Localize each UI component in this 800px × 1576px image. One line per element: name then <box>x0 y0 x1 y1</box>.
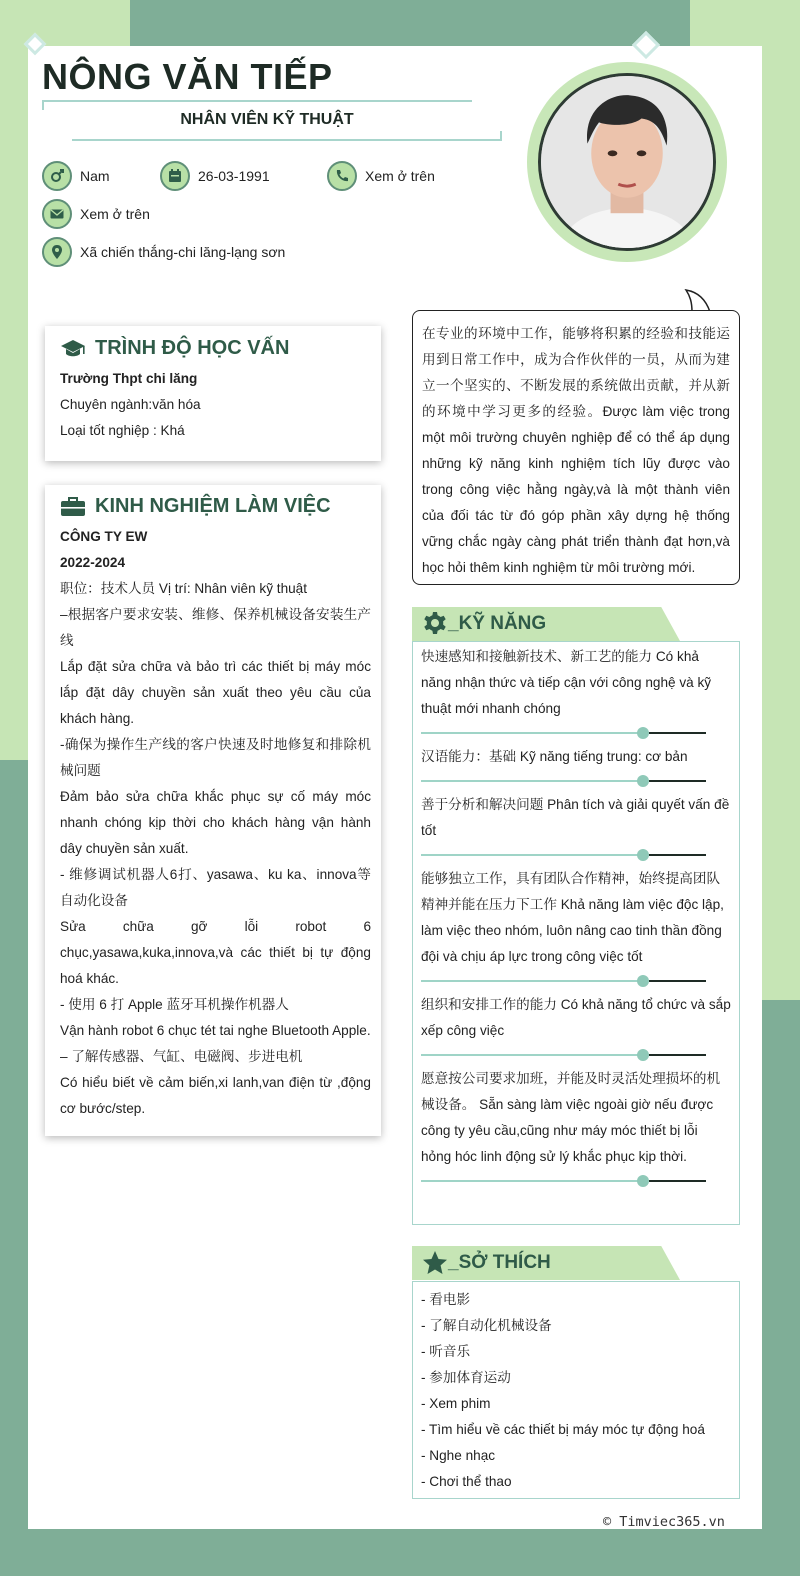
experience-line: – 了解传感器、气缸、电磁阀、步进电机 <box>60 1049 303 1064</box>
birthday-info <box>160 161 270 191</box>
background-shape-left <box>0 0 28 760</box>
education-card <box>45 326 381 461</box>
skill-item <box>413 744 739 782</box>
skill-level-dot <box>637 775 649 787</box>
briefcase-icon <box>60 496 86 518</box>
skill-level-dot <box>637 849 649 861</box>
skill-level-dot <box>637 727 649 739</box>
experience-heading-text: KINH NGHIỆM LÀM VIỆC <box>95 495 331 517</box>
skill-item <box>413 866 739 982</box>
phone-info <box>327 161 435 191</box>
skill-level-rest <box>649 854 706 856</box>
phone-value: Xem ở trên <box>365 168 435 184</box>
skill-level-fill <box>421 1180 643 1182</box>
experience-line: Sửa chữa gỡ lỗi robot 6 chục,yasawa,kuka,innova,và các thiết bị tự động hoá khác. <box>60 919 371 986</box>
email-info <box>42 199 150 229</box>
graduation-cap-icon <box>60 338 86 360</box>
career-objective <box>412 310 740 585</box>
experience-card <box>45 485 381 1136</box>
skill-level-bar <box>421 1054 706 1056</box>
skill-item <box>413 1066 739 1182</box>
location-icon <box>42 237 72 267</box>
skill-level-rest <box>649 1180 706 1182</box>
skill-level-fill <box>421 980 643 982</box>
education-heading <box>60 337 366 360</box>
company-name: CÔNG TY EW <box>60 529 148 544</box>
gender-value: Nam <box>80 168 110 184</box>
hobby-item: - Nghe nhạc <box>421 1448 496 1463</box>
skill-text: 组织和安排工作的能力 Có khả năng tổ chức và sắp xếp công việc <box>421 997 731 1038</box>
hobbies-box <box>412 1281 740 1499</box>
work-period: 2022-2024 <box>60 555 126 570</box>
experience-line: - 维修调试机器人6打、yasawa、ku ka、innova等自动化设备 <box>60 867 371 908</box>
major: Chuyên ngành:văn hóa <box>60 397 201 412</box>
skill-level-bar <box>421 1180 706 1182</box>
skill-level-dot <box>637 1175 649 1187</box>
star-icon <box>422 1250 448 1276</box>
skill-text: 愿意按公司要求加班，并能及时灵活处理损坏的机械设备。 Sẵn sàng làm việc ngoài giờ nếu được công ty yêu cầu,cũng như máy móc thiết bị lỗi hỏng hóc linh động sử lý khắc phục kịp thời. <box>421 1071 721 1164</box>
skill-level-fill <box>421 780 643 782</box>
skill-level-bar <box>421 854 706 856</box>
experience-line: -确保为操作生产线的客户快速及时地修复和排除机械问题 <box>60 737 371 778</box>
hobby-item: - Chơi thể thao <box>421 1474 512 1489</box>
skill-text: 汉语能力：基础 Kỹ năng tiếng trung: cơ bản <box>421 749 688 764</box>
footer-watermark: © Timviec365.vn <box>603 1514 725 1530</box>
skill-level-rest <box>649 980 706 982</box>
avatar <box>538 73 716 251</box>
background-shape-right <box>762 0 800 1000</box>
experience-heading <box>60 495 371 518</box>
experience-line: Lắp đặt sửa chữa và bảo trì các thiết bị máy móc lắp đặt dây chuyền sản xuất theo yêu cầu của khách hàng. <box>60 659 371 726</box>
experience-line: 职位：技术人员 Vị trí: Nhân viên kỹ thuật <box>60 581 308 596</box>
calendar-icon <box>160 161 190 191</box>
gender-icon <box>42 161 72 191</box>
phone-icon <box>327 161 357 191</box>
skill-text: 能够独立工作，具有团队合作精神，始终提高团队精神并能在压力下工作 Khả năng làm việc độc lập, làm việc theo nhóm, luôn nâng cao tinh thần đồng đội và chịu áp lực trong công việc tốt <box>421 871 724 964</box>
experience-line: Vận hành robot 6 chục tét tai nghe Bluetooth Apple. <box>60 1023 371 1038</box>
background-shape-dark-top <box>130 0 690 46</box>
skill-level-fill <box>421 732 643 734</box>
avatar-frame <box>527 62 727 262</box>
birthday-value: 26-03-1991 <box>198 168 270 184</box>
skill-level-fill <box>421 1054 643 1056</box>
school-name: Trường Thpt chi lăng <box>60 371 198 386</box>
divider <box>42 100 472 110</box>
address-info <box>42 237 285 267</box>
skill-level-dot <box>637 1049 649 1061</box>
gear-icon <box>422 611 448 637</box>
skill-level-bar <box>421 780 706 782</box>
hobbies-heading-text: _SỞ THÍCH <box>448 1252 551 1273</box>
experience-line: - 使用 6 打 Apple 蓝牙耳机操作机器人 <box>60 997 289 1012</box>
hobby-item: - Tìm hiểu về các thiết bị máy móc tự động hoá <box>421 1422 705 1437</box>
objective-text: 在专业的环境中工作，能够将积累的经验和技能运用到日常工作中，成为合作伙伴的一员，从而为建立一个坚实的、不断发展的系统做出贡献，并从新的环境中学习更多的经验。Được làm việc trong một môi trường chuyên nghiệp để có thể áp dụng những kỹ năng kinh nghiệm tích lũy được vào trong công việc hằng ngày,và là một thành viên của đối tác từ đó góp phần xây dựng hệ thống vững chắc ngày càng phát triển thành đạt hơn,và học hỏi thêm kinh nghiệm từ môi trường mới. <box>422 326 730 575</box>
education-heading-text: TRÌNH ĐỘ HỌC VẤN <box>95 337 290 359</box>
hobby-item: - Xem phim <box>421 1396 491 1411</box>
skills-box <box>412 641 740 1225</box>
skill-item <box>413 644 739 734</box>
gender-info <box>42 161 110 191</box>
experience-line: Đảm bảo sửa chữa khắc phục sự cố máy móc nhanh chóng kịp thời cho khách hàng vận hành dây chuyền sản xuất. <box>60 789 371 856</box>
experience-line: Có hiểu biết về cảm biến,xi lanh,van điện từ ,động cơ bước/step. <box>60 1075 371 1116</box>
hobby-item: - 了解自动化机械设备 <box>421 1318 552 1333</box>
job-title: NHÂN VIÊN KỸ THUẬT <box>180 111 354 128</box>
mail-icon <box>42 199 72 229</box>
hobby-item: - 参加体育运动 <box>421 1370 511 1385</box>
skill-text: 善于分析和解决问题 Phân tích và giải quyết vấn đề tốt <box>421 797 730 838</box>
skill-level-fill <box>421 854 643 856</box>
skill-item <box>413 992 739 1056</box>
hobby-item: - 看电影 <box>421 1292 471 1307</box>
experience-line: –根据客户要求安装、维修、保养机械设备安装生产线 <box>60 607 371 648</box>
skill-level-rest <box>649 1054 706 1056</box>
skill-level-rest <box>649 780 706 782</box>
hobby-item: - 听音乐 <box>421 1344 471 1359</box>
address-value: Xã chiến thắng-chi lăng-lạng sơn <box>80 244 286 260</box>
skill-level-bar <box>421 980 706 982</box>
skill-level-rest <box>649 732 706 734</box>
skill-level-dot <box>637 975 649 987</box>
skill-item <box>413 792 739 856</box>
divider <box>72 131 502 141</box>
graduation-grade: Loại tốt nghiệp : Khá <box>60 423 185 438</box>
hobbies-heading <box>422 1250 551 1276</box>
skill-text: 快速感知和接触新技术、新工艺的能力 Có khả năng nhận thức và tiếp cận với công nghệ và kỹ thuật mới nhanh chóng <box>421 649 712 716</box>
skill-level-bar <box>421 732 706 734</box>
email-value: Xem ở trên <box>80 206 150 222</box>
skills-heading-text: _KỸ NĂNG <box>448 613 547 634</box>
candidate-name: NÔNG VĂN TIẾP <box>42 56 333 97</box>
skills-heading <box>422 611 546 637</box>
